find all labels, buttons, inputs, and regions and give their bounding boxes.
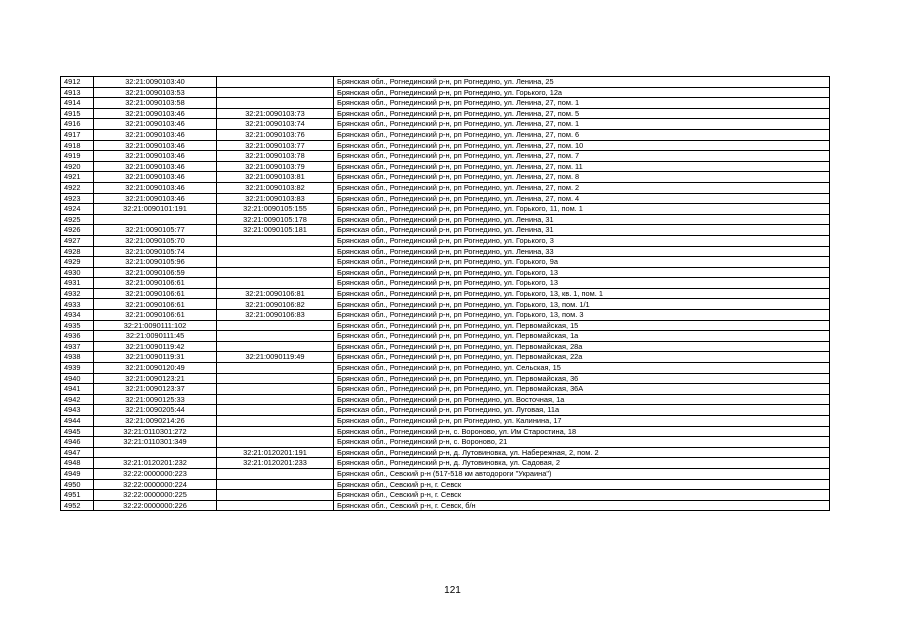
- related-cadastral-number-cell: 32:21:0090103:82: [217, 182, 334, 193]
- row-number-cell: 4936: [61, 331, 94, 342]
- cadastral-number-cell: 32:22:0000000:224: [94, 479, 217, 490]
- cadastral-number-cell: 32:21:0090105:74: [94, 246, 217, 257]
- table-row: [61, 235, 830, 246]
- cadastral-number-cell: [94, 214, 217, 225]
- related-cadastral-number-cell: [217, 98, 334, 109]
- related-cadastral-number-cell: [217, 278, 334, 289]
- registry-table-body: [61, 77, 830, 511]
- table-row: [61, 363, 830, 374]
- related-cadastral-number-cell: 32:21:0090119:49: [217, 352, 334, 363]
- related-cadastral-number-cell: [217, 246, 334, 257]
- address-cell: Брянская обл., Рогнединский р-н, рп Рогнедино, ул. Восточная, 1а: [334, 394, 830, 405]
- table-row: [61, 426, 830, 437]
- address-cell: Брянская обл., Рогнединский р-н, рп Рогнедино, ул. Горького, 13, пом. 1/1: [334, 299, 830, 310]
- related-cadastral-number-cell: 32:21:0090103:81: [217, 172, 334, 183]
- cadastral-number-cell: 32:21:0090111:45: [94, 331, 217, 342]
- cadastral-number-cell: 32:22:0000000:226: [94, 500, 217, 511]
- row-number-cell: 4951: [61, 490, 94, 501]
- cadastral-number-cell: 32:21:0090103:46: [94, 140, 217, 151]
- cadastral-number-cell: 32:21:0110301:272: [94, 426, 217, 437]
- related-cadastral-number-cell: 32:21:0090103:79: [217, 161, 334, 172]
- related-cadastral-number-cell: [217, 500, 334, 511]
- table-row: [61, 214, 830, 225]
- table-row: [61, 257, 830, 268]
- table-row: [61, 119, 830, 130]
- address-cell: Брянская обл., Рогнединский р-н, д. Лутовиновка, ул. Садовая, 2: [334, 458, 830, 469]
- table-row: [61, 405, 830, 416]
- related-cadastral-number-cell: 32:21:0090103:76: [217, 129, 334, 140]
- table-row: [61, 98, 830, 109]
- address-cell: Брянская обл., Рогнединский р-н, рп Рогнедино, ул. Ленина, 27, пом. 1: [334, 119, 830, 130]
- address-cell: Брянская обл., Севский р-н, г. Севск: [334, 490, 830, 501]
- address-cell: Брянская обл., Рогнединский р-н, рп Рогнедино, ул. Первомайская, 36: [334, 373, 830, 384]
- row-number-cell: 4932: [61, 288, 94, 299]
- row-number-cell: 4928: [61, 246, 94, 257]
- address-cell: Брянская обл., Рогнединский р-н, рп Рогнедино, ул. Луговая, 11а: [334, 405, 830, 416]
- table-row: [61, 193, 830, 204]
- related-cadastral-number-cell: 32:21:0090106:83: [217, 310, 334, 321]
- cadastral-number-cell: [94, 447, 217, 458]
- row-number-cell: 4930: [61, 267, 94, 278]
- row-number-cell: 4925: [61, 214, 94, 225]
- address-cell: Брянская обл., Рогнединский р-н, рп Рогнедино, ул. Ленина, 27, пом. 2: [334, 182, 830, 193]
- address-cell: Брянская обл., Рогнединский р-н, рп Рогнедино, ул. Ленина, 27, пом. 8: [334, 172, 830, 183]
- related-cadastral-number-cell: 32:21:0120201:233: [217, 458, 334, 469]
- table-row: [61, 204, 830, 215]
- table-row: [61, 182, 830, 193]
- address-cell: Брянская обл., Рогнединский р-н, рп Рогнедино, ул. Калинина, 17: [334, 416, 830, 427]
- address-cell: Брянская обл., Рогнединский р-н, рп Рогнедино, ул. Горького, 9а: [334, 257, 830, 268]
- address-cell: Брянская обл., Рогнединский р-н, рп Рогнедино, ул. Горького, 11, пом. 1: [334, 204, 830, 215]
- row-number-cell: 4935: [61, 320, 94, 331]
- row-number-cell: 4927: [61, 235, 94, 246]
- cadastral-number-cell: 32:21:0090120:49: [94, 363, 217, 374]
- cadastral-number-cell: 32:21:0090111:102: [94, 320, 217, 331]
- row-number-cell: 4943: [61, 405, 94, 416]
- related-cadastral-number-cell: [217, 257, 334, 268]
- related-cadastral-number-cell: [217, 235, 334, 246]
- cadastral-number-cell: 32:21:0090106:59: [94, 267, 217, 278]
- row-number-cell: 4919: [61, 151, 94, 162]
- address-cell: Брянская обл., Рогнединский р-н, рп Рогнедино, ул. Ленина, 27, пом. 1: [334, 98, 830, 109]
- cadastral-number-cell: 32:21:0090119:42: [94, 341, 217, 352]
- row-number-cell: 4946: [61, 437, 94, 448]
- row-number-cell: 4929: [61, 257, 94, 268]
- related-cadastral-number-cell: [217, 267, 334, 278]
- related-cadastral-number-cell: 32:21:0120201:191: [217, 447, 334, 458]
- table-row: [61, 87, 830, 98]
- cadastral-number-cell: 32:21:0090101:191: [94, 204, 217, 215]
- row-number-cell: 4914: [61, 98, 94, 109]
- cadastral-number-cell: 32:22:0000000:223: [94, 468, 217, 479]
- address-cell: Брянская обл., Севский р-н, г. Севск: [334, 479, 830, 490]
- table-row: [61, 352, 830, 363]
- cadastral-number-cell: 32:21:0090103:46: [94, 161, 217, 172]
- table-row: [61, 151, 830, 162]
- related-cadastral-number-cell: 32:21:0090105:155: [217, 204, 334, 215]
- related-cadastral-number-cell: 32:21:0090106:81: [217, 288, 334, 299]
- cadastral-number-cell: 32:21:0090105:70: [94, 235, 217, 246]
- table-row: [61, 490, 830, 501]
- row-number-cell: 4926: [61, 225, 94, 236]
- row-number-cell: 4912: [61, 77, 94, 88]
- table-row: [61, 310, 830, 321]
- related-cadastral-number-cell: [217, 320, 334, 331]
- cadastral-number-cell: 32:21:0090106:61: [94, 299, 217, 310]
- row-number-cell: 4945: [61, 426, 94, 437]
- table-row: [61, 278, 830, 289]
- address-cell: Брянская обл., Рогнединский р-н, рп Рогнедино, ул. Ленина, 31: [334, 225, 830, 236]
- row-number-cell: 4916: [61, 119, 94, 130]
- address-cell: Брянская обл., Севский р-н (517-518 км автодороги "Украина"): [334, 468, 830, 479]
- row-number-cell: 4937: [61, 341, 94, 352]
- table-row: [61, 437, 830, 448]
- address-cell: Брянская обл., Рогнединский р-н, рп Рогнедино, ул. Ленина, 27, пом. 5: [334, 108, 830, 119]
- related-cadastral-number-cell: [217, 479, 334, 490]
- address-cell: Брянская обл., Рогнединский р-н, с. Вороново, 21: [334, 437, 830, 448]
- row-number-cell: 4950: [61, 479, 94, 490]
- table-row: [61, 299, 830, 310]
- related-cadastral-number-cell: 32:21:0090103:78: [217, 151, 334, 162]
- table-row: [61, 394, 830, 405]
- address-cell: Брянская обл., Рогнединский р-н, рп Рогнедино, ул. Ленина, 27, пом. 4: [334, 193, 830, 204]
- address-cell: Брянская обл., Рогнединский р-н, с. Вороново, ул. Им Старостина, 18: [334, 426, 830, 437]
- cadastral-number-cell: 32:21:0090103:58: [94, 98, 217, 109]
- address-cell: Брянская обл., Рогнединский р-н, рп Рогнедино, ул. Сельская, 15: [334, 363, 830, 374]
- table-row: [61, 500, 830, 511]
- address-cell: Брянская обл., Рогнединский р-н, рп Рогнедино, ул. Первомайская, 15: [334, 320, 830, 331]
- table-row: [61, 108, 830, 119]
- cadastral-number-cell: 32:21:0090103:46: [94, 119, 217, 130]
- table-row: [61, 468, 830, 479]
- cadastral-number-cell: 32:21:0090214:26: [94, 416, 217, 427]
- related-cadastral-number-cell: 32:21:0090103:74: [217, 119, 334, 130]
- cadastral-number-cell: 32:21:0090103:46: [94, 129, 217, 140]
- related-cadastral-number-cell: [217, 490, 334, 501]
- cadastral-number-cell: 32:21:0090103:46: [94, 193, 217, 204]
- row-number-cell: 4941: [61, 384, 94, 395]
- cadastral-number-cell: 32:21:0110301:349: [94, 437, 217, 448]
- table-row: [61, 288, 830, 299]
- address-cell: Брянская обл., Севский р-н, г. Севск, б/н: [334, 500, 830, 511]
- related-cadastral-number-cell: 32:21:0090105:178: [217, 214, 334, 225]
- table-row: [61, 384, 830, 395]
- address-cell: Брянская обл., Рогнединский р-н, рп Рогнедино, ул. Горького, 13, кв. 1, пом. 1: [334, 288, 830, 299]
- row-number-cell: 4949: [61, 468, 94, 479]
- cadastral-number-cell: 32:22:0000000:225: [94, 490, 217, 501]
- address-cell: Брянская обл., Рогнединский р-н, рп Рогнедино, ул. Горького, 12а: [334, 87, 830, 98]
- table-row: [61, 129, 830, 140]
- address-cell: Брянская обл., Рогнединский р-н, рп Рогнедино, ул. Ленина, 27, пом. 10: [334, 140, 830, 151]
- table-row: [61, 77, 830, 88]
- address-cell: Брянская обл., Рогнединский р-н, рп Рогнедино, ул. Первомайская, 36А: [334, 384, 830, 395]
- table-row: [61, 267, 830, 278]
- address-cell: Брянская обл., Рогнединский р-н, рп Рогнедино, ул. Ленина, 25: [334, 77, 830, 88]
- address-cell: Брянская обл., Рогнединский р-н, рп Рогнедино, ул. Первомайская, 28а: [334, 341, 830, 352]
- cadastral-number-cell: 32:21:0090106:61: [94, 310, 217, 321]
- cadastral-number-cell: 32:21:0090119:31: [94, 352, 217, 363]
- row-number-cell: 4938: [61, 352, 94, 363]
- table-row: [61, 416, 830, 427]
- related-cadastral-number-cell: [217, 87, 334, 98]
- related-cadastral-number-cell: [217, 77, 334, 88]
- cadastral-number-cell: 32:21:0090103:46: [94, 151, 217, 162]
- row-number-cell: 4947: [61, 447, 94, 458]
- related-cadastral-number-cell: [217, 384, 334, 395]
- table-row: [61, 225, 830, 236]
- registry-table: [60, 76, 830, 511]
- related-cadastral-number-cell: [217, 394, 334, 405]
- table-row: [61, 331, 830, 342]
- cadastral-number-cell: 32:21:0090123:21: [94, 373, 217, 384]
- related-cadastral-number-cell: [217, 331, 334, 342]
- related-cadastral-number-cell: [217, 437, 334, 448]
- address-cell: Брянская обл., Рогнединский р-н, рп Рогнедино, ул. Первомайская, 22а: [334, 352, 830, 363]
- related-cadastral-number-cell: [217, 363, 334, 374]
- row-number-cell: 4915: [61, 108, 94, 119]
- table-row: [61, 246, 830, 257]
- table-row: [61, 161, 830, 172]
- row-number-cell: 4921: [61, 172, 94, 183]
- table-row: [61, 140, 830, 151]
- cadastral-number-cell: 32:21:0090103:46: [94, 108, 217, 119]
- related-cadastral-number-cell: [217, 468, 334, 479]
- row-number-cell: 4918: [61, 140, 94, 151]
- address-cell: Брянская обл., Рогнединский р-н, рп Рогнедино, ул. Ленина, 27, пом. 11: [334, 161, 830, 172]
- related-cadastral-number-cell: 32:21:0090105:181: [217, 225, 334, 236]
- row-number-cell: 4948: [61, 458, 94, 469]
- row-number-cell: 4922: [61, 182, 94, 193]
- table-row: [61, 447, 830, 458]
- row-number-cell: 4944: [61, 416, 94, 427]
- table-row: [61, 458, 830, 469]
- cadastral-number-cell: 32:21:0090103:46: [94, 172, 217, 183]
- address-cell: Брянская обл., Рогнединский р-н, рп Рогнедино, ул. Ленина, 33: [334, 246, 830, 257]
- table-row: [61, 320, 830, 331]
- related-cadastral-number-cell: 32:21:0090103:83: [217, 193, 334, 204]
- related-cadastral-number-cell: 32:21:0090106:82: [217, 299, 334, 310]
- row-number-cell: 4934: [61, 310, 94, 321]
- related-cadastral-number-cell: [217, 341, 334, 352]
- table-row: [61, 172, 830, 183]
- row-number-cell: 4920: [61, 161, 94, 172]
- address-cell: Брянская обл., Рогнединский р-н, д. Лутовиновка, ул. Набережная, 2, пом. 2: [334, 447, 830, 458]
- address-cell: Брянская обл., Рогнединский р-н, рп Рогнедино, ул. Первомайская, 1а: [334, 331, 830, 342]
- row-number-cell: 4923: [61, 193, 94, 204]
- address-cell: Брянская обл., Рогнединский р-н, рп Рогнедино, ул. Горького, 13, пом. 3: [334, 310, 830, 321]
- address-cell: Брянская обл., Рогнединский р-н, рп Рогнедино, ул. Горького, 3: [334, 235, 830, 246]
- cadastral-number-cell: 32:21:0090123:37: [94, 384, 217, 395]
- row-number-cell: 4940: [61, 373, 94, 384]
- related-cadastral-number-cell: 32:21:0090103:77: [217, 140, 334, 151]
- row-number-cell: 4933: [61, 299, 94, 310]
- cadastral-number-cell: 32:21:0090103:46: [94, 182, 217, 193]
- page-number: 121: [444, 585, 461, 596]
- row-number-cell: 4952: [61, 500, 94, 511]
- cadastral-number-cell: 32:21:0090125:33: [94, 394, 217, 405]
- address-cell: Брянская обл., Рогнединский р-н, рп Рогнедино, ул. Ленина, 27, пом. 7: [334, 151, 830, 162]
- row-number-cell: 4942: [61, 394, 94, 405]
- cadastral-number-cell: 32:21:0090106:61: [94, 278, 217, 289]
- cadastral-number-cell: 32:21:0090103:40: [94, 77, 217, 88]
- row-number-cell: 4913: [61, 87, 94, 98]
- related-cadastral-number-cell: [217, 426, 334, 437]
- address-cell: Брянская обл., Рогнединский р-н, рп Рогнедино, ул. Ленина, 27, пом. 6: [334, 129, 830, 140]
- table-row: [61, 479, 830, 490]
- address-cell: Брянская обл., Рогнединский р-н, рп Рогнедино, ул. Горького, 13: [334, 278, 830, 289]
- row-number-cell: 4917: [61, 129, 94, 140]
- cadastral-number-cell: 32:21:0090106:61: [94, 288, 217, 299]
- row-number-cell: 4939: [61, 363, 94, 374]
- cadastral-number-cell: 32:21:0090205:44: [94, 405, 217, 416]
- address-cell: Брянская обл., Рогнединский р-н, рп Рогнедино, ул. Горького, 13: [334, 267, 830, 278]
- related-cadastral-number-cell: 32:21:0090103:73: [217, 108, 334, 119]
- row-number-cell: 4924: [61, 204, 94, 215]
- related-cadastral-number-cell: [217, 416, 334, 427]
- cadastral-number-cell: 32:21:0090105:96: [94, 257, 217, 268]
- address-cell: Брянская обл., Рогнединский р-н, рп Рогнедино, ул. Ленина, 31: [334, 214, 830, 225]
- cadastral-number-cell: 32:21:0120201:232: [94, 458, 217, 469]
- cadastral-number-cell: 32:21:0090105:77: [94, 225, 217, 236]
- table-row: [61, 341, 830, 352]
- cadastral-number-cell: 32:21:0090103:53: [94, 87, 217, 98]
- row-number-cell: 4931: [61, 278, 94, 289]
- table-row: [61, 373, 830, 384]
- related-cadastral-number-cell: [217, 373, 334, 384]
- related-cadastral-number-cell: [217, 405, 334, 416]
